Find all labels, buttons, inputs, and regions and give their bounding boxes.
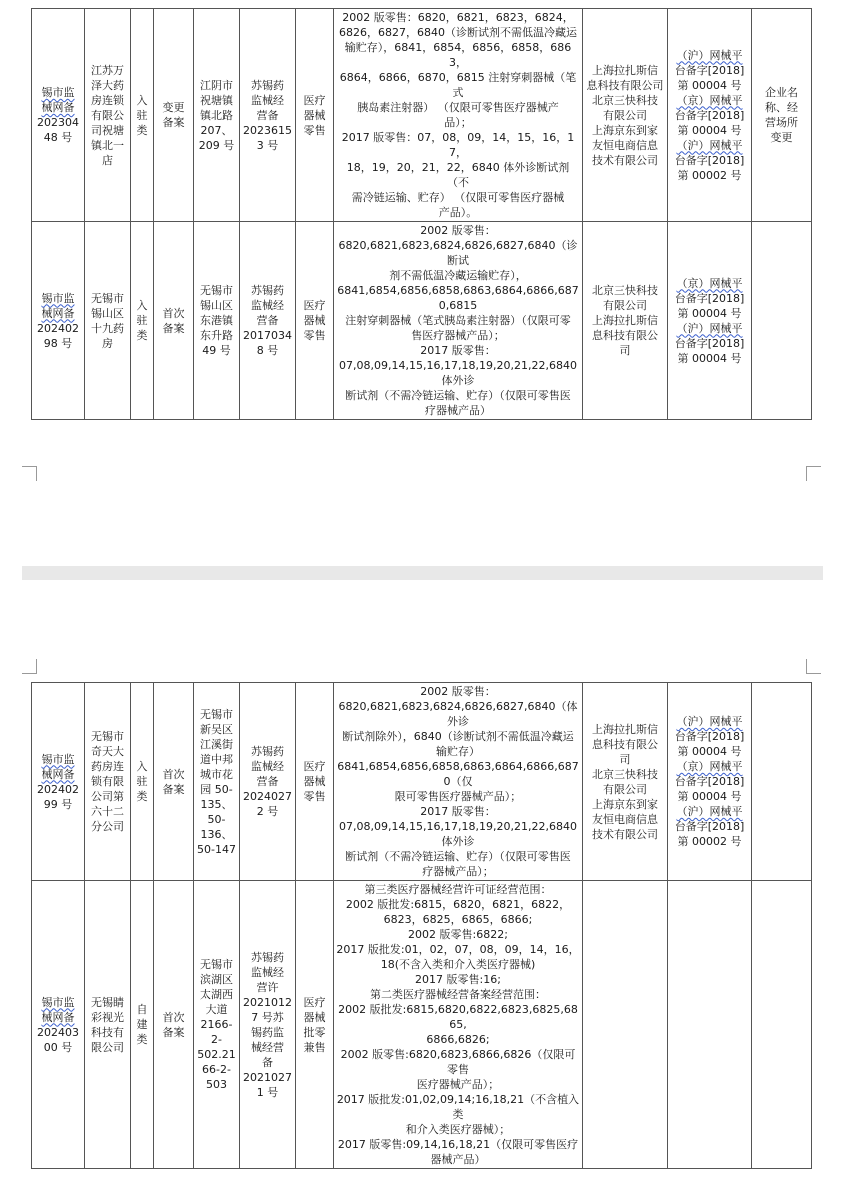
cell-line: 入 bbox=[136, 299, 148, 312]
corner-mark bbox=[806, 466, 821, 481]
cell-line: 2017034 bbox=[243, 329, 292, 342]
cell-platforms bbox=[583, 881, 668, 1169]
cell-line: 变更 bbox=[162, 101, 185, 114]
cell-line: 台备字[2018] bbox=[674, 291, 745, 305]
cell-line: 503 bbox=[206, 1078, 227, 1091]
cell-line: 2002 版零售： bbox=[420, 224, 496, 237]
cell-line: 6841,6854,6856,6858,6863,6864,6866,6870（仅 bbox=[337, 760, 579, 788]
cell-line: 第 00004 号 bbox=[677, 123, 742, 137]
cell-line: 批零 bbox=[303, 1025, 326, 1039]
cell-line: 类 bbox=[136, 1033, 148, 1046]
cell-line: 械网备 bbox=[41, 101, 75, 114]
cell-line: 锡市监 bbox=[41, 291, 75, 305]
cell-line: 锡市监 bbox=[41, 86, 75, 99]
cell-line: 监械经 bbox=[251, 965, 284, 979]
cell-record-no bbox=[32, 683, 85, 881]
cell-line: 锡山区 bbox=[91, 306, 124, 320]
filing-table-page-2 bbox=[31, 682, 812, 1169]
cell-line: 器械 bbox=[303, 314, 326, 327]
cell-line: 48 号 bbox=[43, 131, 73, 144]
cell-line: 息科技有限公司 bbox=[586, 78, 664, 92]
cell-remark bbox=[752, 222, 812, 420]
cell-line: 友恒电商信息 bbox=[592, 138, 658, 152]
cell-line: 镇北一 bbox=[91, 138, 124, 152]
cell-line: （沪）网械平 bbox=[676, 805, 743, 818]
cell-line: 械网备 bbox=[41, 306, 75, 320]
cell-line: 店 bbox=[102, 153, 113, 167]
cell-line: 209 号 bbox=[198, 138, 235, 152]
cell-line: 限公司 bbox=[91, 1040, 124, 1054]
cell-line: 台备字[2018] bbox=[674, 63, 745, 77]
cell-line: 称、经 bbox=[765, 101, 798, 114]
cell-line: 疗器械产品）； bbox=[422, 865, 494, 878]
cell-line: 城市花 bbox=[200, 767, 233, 781]
cell-line: 07,08,09,14,15,16,17,18,19,20,21,22,6840 体外诊 bbox=[339, 359, 577, 387]
cell-line: 江苏万 bbox=[91, 63, 124, 77]
cell-line: 监械经 bbox=[251, 93, 284, 107]
cell-line: 类 bbox=[136, 329, 148, 342]
cell-line: 器械产品） bbox=[430, 1153, 486, 1166]
cell-line: 6841,6854,6856,6858,6863,6864,6866,6870,6815 bbox=[337, 284, 579, 312]
cell-line: 上海京东到家 bbox=[592, 797, 658, 811]
cell-line: 2002 版零售:6822; bbox=[408, 928, 508, 941]
cell-line: 械经营 bbox=[251, 1040, 284, 1054]
cell-line: 第 00004 号 bbox=[677, 790, 742, 803]
cell-line: 北京三快科技 bbox=[592, 767, 658, 781]
cell-line: 第 00004 号 bbox=[677, 78, 742, 92]
cell-line: 兼售 bbox=[303, 1040, 326, 1054]
cell-platform-records bbox=[668, 222, 752, 420]
cell-line: 疗器械产品） bbox=[425, 404, 491, 417]
cell-line: 注射穿刺器械（笔式胰岛素注射器）（仅限可零 bbox=[345, 314, 571, 327]
cell-line: 祝塘镇 bbox=[200, 93, 233, 107]
table-row bbox=[32, 222, 812, 420]
document-page-1 bbox=[0, 0, 841, 566]
cell-line: 胰岛素注射器） （仅限可零售医疗器械产 bbox=[357, 101, 559, 114]
cell-company bbox=[85, 683, 131, 881]
cell-line: 输贮存），6841，6854，6856，6858，6863， bbox=[344, 41, 572, 69]
cell-line: 镇北路 bbox=[200, 108, 233, 122]
cell-line: （沪）网械平 bbox=[676, 138, 743, 152]
cell-line: 营许 bbox=[256, 980, 279, 994]
cell-line: 首次 bbox=[162, 767, 185, 781]
cell-line: 2017 版零售:16; bbox=[415, 973, 501, 986]
cell-line: 太湖西 bbox=[200, 988, 233, 1001]
cell-line: 07,08,09,14,15,16,17,18,19,20,21,22,6840 体外诊 bbox=[339, 820, 577, 848]
cell-line: （京）网械平 bbox=[676, 93, 743, 107]
cell-line: 8 号 bbox=[256, 344, 279, 357]
cell-line: 备案 bbox=[162, 321, 185, 335]
cell-line: 备案 bbox=[162, 1025, 185, 1039]
cell-line: （京）网械平 bbox=[676, 760, 743, 773]
cell-line: 东升路 bbox=[200, 329, 233, 342]
cell-line: 第三类医疗器械经营许可证经营范围： bbox=[364, 883, 552, 896]
cell-line: 类 bbox=[136, 123, 148, 137]
cell-line: 房连锁 bbox=[91, 93, 124, 107]
cell-line: 上海拉扎斯信 bbox=[592, 722, 658, 736]
cell-line: 建 bbox=[136, 1018, 148, 1031]
cell-line: 第 00004 号 bbox=[677, 351, 742, 365]
cell-address bbox=[194, 881, 240, 1169]
cell-line: 上海拉扎斯信 bbox=[592, 63, 658, 77]
cell-line: 2023615 bbox=[243, 123, 292, 137]
cell-platforms bbox=[583, 683, 668, 881]
cell-business bbox=[296, 881, 334, 1169]
cell-line: 驻 bbox=[136, 314, 148, 327]
cell-line: 司 bbox=[619, 752, 631, 766]
cell-line: 无锡市 bbox=[200, 958, 233, 971]
cell-line: 无锡睛 bbox=[91, 995, 124, 1009]
cell-line: 第 00004 号 bbox=[677, 306, 742, 320]
cell-line: 3 号 bbox=[256, 138, 279, 152]
cell-line: 第二类医疗器械经营备案经营范围： bbox=[370, 988, 546, 1001]
cell-line: 驻 bbox=[136, 775, 148, 788]
cell-line: 202304 bbox=[37, 116, 79, 129]
cell-line: 品）； bbox=[444, 116, 472, 129]
cell-platform-records bbox=[668, 683, 752, 881]
cell-line: 首次 bbox=[162, 306, 185, 320]
cell-line: 彩视光 bbox=[91, 1010, 124, 1024]
cell-license bbox=[240, 9, 296, 222]
cell-line: 2002 版零售： bbox=[420, 685, 496, 698]
cell-line: 苏锡药 bbox=[251, 284, 284, 297]
cell-category bbox=[131, 683, 154, 881]
cell-address bbox=[194, 9, 240, 222]
cell-record-no bbox=[32, 222, 85, 420]
cell-line: 备案 bbox=[162, 116, 185, 129]
cell-line: 上海拉扎斯信 bbox=[592, 314, 658, 327]
cell-scope bbox=[334, 222, 583, 420]
cell-line: 自 bbox=[136, 1003, 148, 1016]
cell-line: 18(不含入类和介入类医疗器械) bbox=[380, 958, 536, 971]
cell-line: 医疗 bbox=[303, 995, 326, 1009]
cell-line: 园 50- bbox=[200, 782, 233, 796]
cell-line: 北京三快科技 bbox=[592, 284, 658, 297]
cell-line: 上海京东到家 bbox=[592, 123, 658, 137]
cell-line: 2017 版零售： bbox=[420, 805, 496, 818]
cell-line: 输贮存） bbox=[436, 745, 480, 758]
cell-line: 司祝塘 bbox=[91, 123, 124, 137]
cell-line: 136、 bbox=[200, 827, 233, 841]
cell-line: 202402 bbox=[37, 782, 79, 796]
cell-line: 苏锡药 bbox=[251, 950, 284, 964]
cell-line: 售医疗器械产品）； bbox=[411, 329, 505, 342]
cell-line: 友恒电商信息 bbox=[592, 812, 658, 826]
cell-line: 50- bbox=[207, 812, 226, 826]
cell-line: 医疗 bbox=[303, 93, 326, 107]
cell-line: 变更 bbox=[770, 131, 793, 144]
document-page-2 bbox=[0, 580, 841, 1201]
cell-line: 49 号 bbox=[202, 344, 231, 357]
cell-line: 2024027 bbox=[243, 790, 292, 803]
cell-line: 房 bbox=[102, 336, 113, 350]
cell-line: 66-2- bbox=[202, 1063, 231, 1076]
cell-line: 6820,6821,6823,6824,6826,6827,6840（诊断试 bbox=[338, 239, 578, 267]
cell-line: 器械 bbox=[303, 108, 326, 122]
cell-line: 滨湖区 bbox=[200, 973, 233, 986]
cell-line: 2 号 bbox=[256, 805, 279, 818]
corner-mark bbox=[22, 466, 37, 481]
cell-line: 械网备 bbox=[41, 767, 75, 781]
cell-line: 营备 bbox=[256, 775, 279, 788]
cell-line: 断试剂（不需冷链运输、贮存）（仅限可零售医 bbox=[345, 389, 571, 402]
cell-line: （沪）网械平 bbox=[676, 715, 743, 728]
table-row bbox=[32, 683, 812, 881]
cell-line: 泽大药 bbox=[91, 78, 124, 92]
cell-line: 第 00002 号 bbox=[677, 168, 742, 182]
cell-line: 2002 版零售:6820,6823,6866,6826（仅限可零售 bbox=[340, 1048, 576, 1076]
cell-line: 502.21 bbox=[197, 1048, 236, 1061]
table-row bbox=[32, 9, 812, 222]
cell-line: （沪）网械平 bbox=[676, 48, 743, 62]
cell-line: 2- bbox=[211, 1033, 222, 1046]
cell-line: 无锡市 bbox=[91, 291, 124, 305]
cell-line: 锡市监 bbox=[41, 995, 75, 1009]
cell-line: 断试剂（不需冷链运输、贮存）（仅限可零售医 bbox=[345, 850, 571, 863]
cell-line: 98 号 bbox=[43, 336, 73, 350]
cell-line: 零售 bbox=[303, 329, 326, 342]
cell-line: 6866,6826; bbox=[426, 1033, 490, 1046]
cell-license bbox=[240, 683, 296, 881]
cell-business bbox=[296, 9, 334, 222]
filing-table-page-1 bbox=[31, 8, 812, 420]
cell-line: 器械 bbox=[303, 1010, 326, 1024]
cell-line: 苏锡药 bbox=[251, 745, 284, 758]
cell-company bbox=[85, 222, 131, 420]
cell-filing-type bbox=[154, 9, 194, 222]
cell-line: 苏锡药 bbox=[251, 78, 284, 92]
cell-line: 奇天大 bbox=[91, 745, 124, 758]
cell-line: 东港镇 bbox=[200, 314, 233, 327]
cell-line: （京）网械平 bbox=[676, 276, 743, 290]
cell-line: 技术有限公司 bbox=[592, 827, 658, 841]
cell-line: 有限公司 bbox=[603, 108, 647, 122]
cell-remark bbox=[752, 9, 812, 222]
cell-line: 新吴区 bbox=[200, 722, 233, 736]
cell-line: 2017 版批发:01,02,09,14;16,18,21（不含植入类 bbox=[336, 1093, 580, 1121]
cell-line: 18，19，20，21，22，6840 体外诊断试剂（不 bbox=[346, 161, 570, 189]
cell-platforms bbox=[583, 222, 668, 420]
cell-line: 202402 bbox=[37, 321, 79, 335]
cell-line: 剂不需低温冷藏运输贮存）， bbox=[389, 269, 527, 282]
cell-line: 第 00002 号 bbox=[677, 835, 742, 848]
cell-line: 202403 bbox=[37, 1025, 79, 1039]
cell-license bbox=[240, 222, 296, 420]
cell-line: 息科技有限公 bbox=[592, 737, 658, 751]
cell-line: 需冷链运输、贮存） （仅限可零售医疗器械 bbox=[351, 191, 565, 204]
cell-line: 断试剂除外），6840（诊断试剂不需低温冷藏运 bbox=[342, 730, 574, 743]
cell-business bbox=[296, 222, 334, 420]
cell-line: 6864，6866，6870，6815 注射穿刺器械（笔式 bbox=[339, 71, 577, 99]
cell-line: 6823，6825，6865，6866; bbox=[383, 913, 533, 926]
cell-line: 道中邦 bbox=[200, 752, 233, 766]
cell-line: 北京三快科技 bbox=[592, 93, 658, 107]
cell-line: 器械 bbox=[303, 775, 326, 788]
cell-line: 入 bbox=[136, 93, 148, 107]
cell-line: 台备字[2018] bbox=[674, 336, 745, 350]
cell-address bbox=[194, 683, 240, 881]
cell-line: 医疗 bbox=[303, 299, 326, 312]
cell-line: 有限公 bbox=[91, 108, 124, 122]
cell-line: 司 bbox=[619, 344, 631, 357]
cell-line: 零售 bbox=[303, 123, 326, 137]
cell-line: 50-147 bbox=[197, 842, 236, 856]
cell-remark bbox=[752, 683, 812, 881]
cell-line: 六十二 bbox=[91, 805, 124, 818]
cell-line: 2021012 bbox=[243, 995, 292, 1009]
cell-line: 备 bbox=[262, 1055, 273, 1069]
cell-line: 2017 版零售： bbox=[420, 344, 496, 357]
cell-line: 台备字[2018] bbox=[674, 730, 745, 743]
cell-line: 无锡市 bbox=[200, 707, 233, 721]
corner-mark bbox=[806, 659, 821, 674]
cell-line: 驻 bbox=[136, 108, 148, 122]
cell-line: 2017 版批发:01，02，07，08，09，14，16， bbox=[336, 943, 580, 956]
cell-line: 6826，6827，6840（诊断试剂不需低温冷藏运 bbox=[339, 26, 577, 39]
cell-line: 医疗 bbox=[303, 760, 326, 773]
cell-company bbox=[85, 9, 131, 222]
cell-line: 2166- bbox=[200, 1018, 233, 1031]
cell-filing-type bbox=[154, 881, 194, 1169]
cell-line: 大道 bbox=[205, 1003, 228, 1016]
cell-line: 入 bbox=[136, 760, 148, 773]
cell-scope bbox=[334, 9, 583, 222]
cell-line: 监械经 bbox=[251, 760, 284, 773]
cell-platforms bbox=[583, 9, 668, 222]
cell-scope bbox=[334, 881, 583, 1169]
page-separator bbox=[22, 566, 823, 580]
cell-line: 锡药监 bbox=[251, 1025, 284, 1039]
cell-line: 科技有 bbox=[91, 1025, 124, 1039]
cell-line: 江阴市 bbox=[200, 78, 233, 92]
cell-line: 6820,6821,6823,6824,6826,6827,6840（体外诊 bbox=[338, 700, 578, 728]
cell-line: 台备字[2018] bbox=[674, 820, 745, 833]
cell-line: 分公司 bbox=[91, 820, 124, 833]
cell-category bbox=[131, 9, 154, 222]
cell-platform-records bbox=[668, 881, 752, 1169]
cell-line: （沪）网械平 bbox=[676, 321, 743, 335]
cell-line: 息科技有限公 bbox=[592, 329, 658, 342]
cell-line: 无锡市 bbox=[91, 730, 124, 743]
cell-license bbox=[240, 881, 296, 1169]
cell-filing-type bbox=[154, 683, 194, 881]
cell-record-no bbox=[32, 881, 85, 1169]
cell-line: 135、 bbox=[200, 797, 233, 811]
cell-scope bbox=[334, 683, 583, 881]
cell-line: 2002 版批发:6815,6820,6822,6823,6825,6865, bbox=[338, 1003, 578, 1031]
cell-line: 1 号 bbox=[256, 1085, 279, 1099]
cell-line: 第 00004 号 bbox=[677, 745, 742, 758]
cell-line: 台备字[2018] bbox=[674, 108, 745, 122]
cell-line: 99 号 bbox=[43, 797, 73, 811]
cell-company bbox=[85, 881, 131, 1169]
cell-line: 营备 bbox=[256, 108, 279, 122]
cell-line: 00 号 bbox=[43, 1040, 73, 1054]
cell-line: 备案 bbox=[162, 782, 185, 796]
cell-line: 有限公司 bbox=[603, 782, 647, 796]
cell-line: 2002 版零售：6820，6821，6823，6824， bbox=[342, 11, 574, 24]
cell-line: 十九药 bbox=[91, 321, 124, 335]
table-row bbox=[32, 881, 812, 1169]
cell-line: 监械经 bbox=[251, 299, 284, 312]
cell-line: 台备字[2018] bbox=[674, 775, 745, 788]
cell-line: 江溪街 bbox=[200, 737, 233, 751]
cell-platform-records bbox=[668, 9, 752, 222]
cell-line: 企业名 bbox=[765, 86, 798, 99]
cell-line: 营场所 bbox=[765, 116, 798, 129]
cell-line: 零售 bbox=[303, 790, 326, 803]
cell-line: 营备 bbox=[256, 314, 279, 327]
cell-remark bbox=[752, 881, 812, 1169]
cell-record-no bbox=[32, 9, 85, 222]
cell-line: 台备字[2018] bbox=[674, 153, 745, 167]
cell-line: 药房连 bbox=[91, 760, 124, 773]
cell-line: 锁有限 bbox=[91, 775, 124, 788]
cell-line: 207、 bbox=[200, 123, 233, 137]
corner-mark bbox=[22, 659, 37, 674]
cell-category bbox=[131, 222, 154, 420]
cell-line: 2021027 bbox=[243, 1070, 292, 1084]
cell-line: 和介入类医疗器械）； bbox=[405, 1123, 511, 1136]
cell-filing-type bbox=[154, 222, 194, 420]
cell-line: 7 号苏 bbox=[251, 1010, 284, 1024]
cell-address bbox=[194, 222, 240, 420]
cell-category bbox=[131, 881, 154, 1169]
cell-line: 无锡市 bbox=[200, 284, 233, 297]
cell-line: 2017 版零售：07，08，09，14，15，16，17， bbox=[341, 131, 575, 159]
cell-line: 有限公司 bbox=[603, 299, 647, 312]
cell-line: 锡市监 bbox=[41, 752, 75, 766]
cell-line: 产品）。 bbox=[438, 206, 478, 219]
cell-line: 2017 版零售:09,14,16,18,21（仅限可零售医疗 bbox=[337, 1138, 579, 1151]
cell-line: 技术有限公司 bbox=[592, 153, 658, 167]
cell-line: 械网备 bbox=[41, 1010, 75, 1024]
cell-line: 类 bbox=[136, 790, 148, 803]
cell-line: 医疗器械产品）； bbox=[416, 1078, 500, 1091]
cell-line: 首次 bbox=[162, 1010, 185, 1024]
cell-line: 锡山区 bbox=[200, 299, 233, 312]
cell-line: 限可零售医疗器械产品）； bbox=[394, 790, 522, 803]
cell-line: 公司第 bbox=[91, 790, 124, 803]
cell-business bbox=[296, 683, 334, 881]
cell-line: 2002 版批发:6815，6820，6821，6822， bbox=[345, 898, 571, 911]
